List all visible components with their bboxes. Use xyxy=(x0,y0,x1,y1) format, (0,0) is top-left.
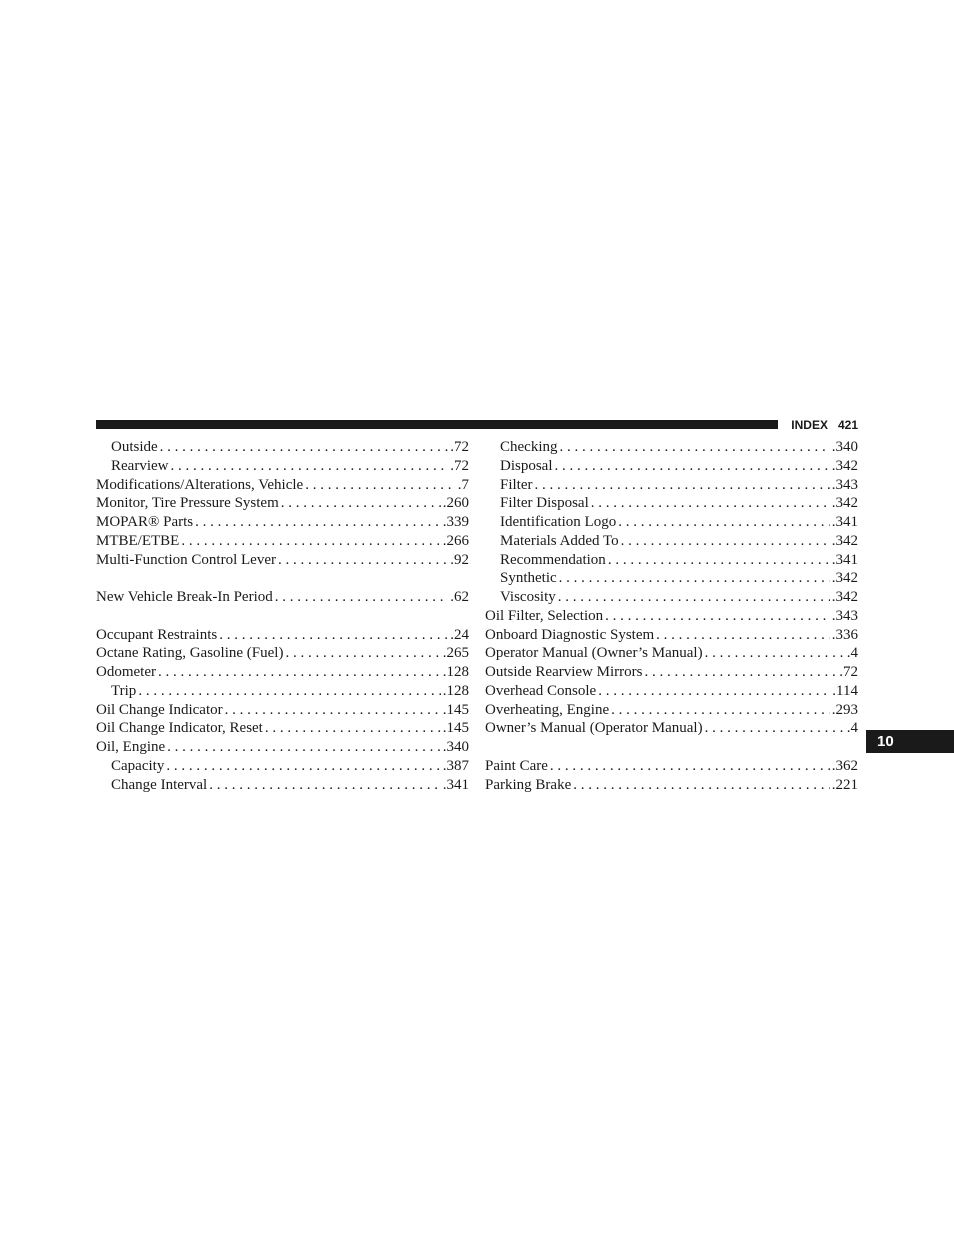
index-term: Oil Filter, Selection xyxy=(485,607,604,624)
index-subentry[interactable] xyxy=(485,438,858,457)
dot-leader xyxy=(158,663,441,682)
page-reference: .145 xyxy=(442,720,469,737)
dot-leader xyxy=(281,494,441,513)
dot-leader xyxy=(656,626,830,645)
index-entry[interactable] xyxy=(485,719,858,738)
dot-leader xyxy=(573,776,830,795)
page-reference: .114 xyxy=(832,682,858,699)
index-entry[interactable] xyxy=(96,701,469,720)
index-term: Overhead Console xyxy=(485,682,597,699)
dot-leader xyxy=(285,644,440,663)
index-column-right xyxy=(485,438,858,794)
entry-gap xyxy=(96,607,469,626)
page-reference: .341 xyxy=(831,551,858,568)
page-number: 421 xyxy=(837,418,858,432)
index-term: Outside xyxy=(111,439,158,455)
dot-leader xyxy=(555,457,830,476)
index-term: Multi-Function Control Lever xyxy=(96,551,276,568)
page-reference: .341 xyxy=(442,776,469,793)
index-term: Odometer xyxy=(96,664,156,680)
index-subentry[interactable] xyxy=(96,776,469,795)
index-term: Occupant Restraints xyxy=(96,626,218,643)
page-reference: .265 xyxy=(442,645,469,662)
dot-leader xyxy=(591,494,830,513)
page-reference: .342 xyxy=(831,495,858,512)
page-reference: .72 xyxy=(839,664,858,680)
index-term: Owner’s Manual (Operator Manual) xyxy=(485,720,703,737)
index-subentry[interactable] xyxy=(485,476,858,495)
index-subentry[interactable] xyxy=(485,551,858,570)
dot-leader xyxy=(209,776,441,795)
page-reference: .4 xyxy=(846,645,858,662)
index-entry[interactable] xyxy=(96,738,469,757)
dot-leader xyxy=(219,626,448,645)
dot-leader xyxy=(705,644,845,663)
index-term: Viscosity xyxy=(500,589,556,605)
dot-leader xyxy=(275,588,449,607)
index-entry[interactable] xyxy=(485,626,858,645)
index-subentry[interactable] xyxy=(96,757,469,776)
index-subentry[interactable] xyxy=(485,532,858,551)
index-entry[interactable] xyxy=(96,626,469,645)
index-entry[interactable] xyxy=(485,701,858,720)
dot-leader xyxy=(560,438,830,457)
index-subentry[interactable] xyxy=(96,682,469,701)
index-term: Octane Rating, Gasoline (Fuel) xyxy=(96,645,284,662)
index-term: Oil Change Indicator xyxy=(96,701,223,718)
dot-leader xyxy=(611,701,830,720)
dot-leader xyxy=(225,701,441,720)
index-entry[interactable] xyxy=(96,513,469,532)
index-subentry[interactable] xyxy=(96,438,469,457)
index-term: Operator Manual (Owner’s Manual) xyxy=(485,645,703,662)
dot-leader xyxy=(618,513,830,532)
index-subentry[interactable] xyxy=(96,457,469,476)
index-term: MTBE/ETBE xyxy=(96,532,180,549)
index-term: Synthetic xyxy=(500,570,557,587)
dot-leader xyxy=(305,476,456,495)
entry-gap xyxy=(96,569,469,588)
index-subentry[interactable] xyxy=(485,513,858,532)
page-reference: .340 xyxy=(831,439,858,455)
dot-leader xyxy=(559,569,830,588)
dot-leader xyxy=(195,513,441,532)
index-term: Recommendation xyxy=(500,551,606,568)
index-term: Trip xyxy=(111,682,137,699)
dot-leader xyxy=(278,551,448,570)
index-entry[interactable] xyxy=(96,551,469,570)
index-term: Capacity xyxy=(111,757,165,774)
dot-leader xyxy=(644,663,837,682)
entry-gap xyxy=(485,738,858,757)
page-reference: .343 xyxy=(831,607,858,624)
index-term: Parking Brake xyxy=(485,776,572,793)
index-entry[interactable] xyxy=(96,494,469,513)
index-term: Onboard Diagnostic System xyxy=(485,626,655,643)
page-reference: .128 xyxy=(442,664,469,680)
dot-leader xyxy=(160,438,449,457)
index-term: Identification Logo xyxy=(500,514,617,530)
index-entry[interactable] xyxy=(485,757,858,776)
dot-leader xyxy=(138,682,440,701)
index-subentry[interactable] xyxy=(485,588,858,607)
index-entry[interactable] xyxy=(485,644,858,663)
section-title: INDEX xyxy=(791,418,828,432)
page-reference: .340 xyxy=(442,739,469,755)
page-reference: .221 xyxy=(831,776,858,793)
header-rule xyxy=(96,420,778,429)
running-header xyxy=(791,416,858,434)
index-entry[interactable] xyxy=(96,644,469,663)
index-entry[interactable] xyxy=(96,588,469,607)
index-term: Overheating, Engine xyxy=(485,701,610,718)
index-term: Filter Disposal xyxy=(500,495,589,512)
dot-leader xyxy=(550,757,830,776)
index-term: Modifications/Alterations, Vehicle xyxy=(96,476,304,493)
page-reference: .341 xyxy=(831,514,858,530)
index-term: Monitor, Tire Pressure System xyxy=(96,495,279,512)
index-term: MOPAR® Parts xyxy=(96,514,194,530)
page-reference: .266 xyxy=(442,532,469,549)
page-reference: .4 xyxy=(846,720,858,737)
index-term: Filter xyxy=(500,476,533,493)
index-term: Oil Change Indicator, Reset xyxy=(96,720,263,737)
index-term: Materials Added To xyxy=(500,532,619,549)
index-subentry[interactable] xyxy=(485,457,858,476)
index-term: Checking xyxy=(500,439,558,455)
index-entry[interactable] xyxy=(485,607,858,626)
dot-leader xyxy=(605,607,830,626)
page-reference: .293 xyxy=(831,701,858,718)
index-entry[interactable] xyxy=(96,476,469,495)
page-reference: .343 xyxy=(831,476,858,493)
page-reference: .72 xyxy=(450,457,469,474)
page-reference: .339 xyxy=(442,514,469,530)
index-column-left xyxy=(96,438,469,794)
dot-leader xyxy=(621,532,830,551)
page-reference: .62 xyxy=(450,589,469,605)
page-reference: .24 xyxy=(450,626,469,643)
index-entry[interactable] xyxy=(485,682,858,701)
page-reference: .145 xyxy=(442,701,469,718)
index-subentry[interactable] xyxy=(485,569,858,588)
dot-leader xyxy=(608,551,830,570)
dot-leader xyxy=(170,457,448,476)
index-term: Paint Care xyxy=(485,757,548,774)
index-entry[interactable] xyxy=(96,719,469,738)
dot-leader xyxy=(535,476,830,495)
dot-leader xyxy=(181,532,440,551)
page-reference: .92 xyxy=(450,551,469,568)
dot-leader xyxy=(265,719,441,738)
page-reference: .260 xyxy=(442,495,469,512)
index-term: Oil, Engine xyxy=(96,739,166,755)
dot-leader xyxy=(558,588,830,607)
dot-leader xyxy=(705,719,845,738)
page-reference: .342 xyxy=(831,532,858,549)
index-entry[interactable] xyxy=(485,776,858,795)
index-term: Outside Rearview Mirrors xyxy=(485,664,643,680)
page-reference: .362 xyxy=(831,757,858,774)
index-subentry[interactable] xyxy=(485,494,858,513)
dot-leader xyxy=(166,757,440,776)
page-reference: .387 xyxy=(442,757,469,774)
page-reference: .342 xyxy=(831,570,858,587)
index-term: Disposal xyxy=(500,457,553,474)
index-entry[interactable] xyxy=(96,532,469,551)
page-reference: .342 xyxy=(831,589,858,605)
index-term: Rearview xyxy=(111,457,169,474)
index-entry[interactable] xyxy=(485,663,858,682)
page-reference: .128 xyxy=(442,682,469,699)
index-entry[interactable] xyxy=(96,663,469,682)
index-term: New Vehicle Break-In Period xyxy=(96,589,273,605)
dot-leader xyxy=(167,738,441,757)
index-term: Change Interval xyxy=(111,776,208,793)
page-reference: .342 xyxy=(831,457,858,474)
page-reference: .72 xyxy=(450,439,469,455)
page-reference: .336 xyxy=(831,626,858,643)
page-reference: .7 xyxy=(457,476,469,493)
dot-leader xyxy=(598,682,830,701)
chapter-tab[interactable]: 10 xyxy=(866,730,954,753)
